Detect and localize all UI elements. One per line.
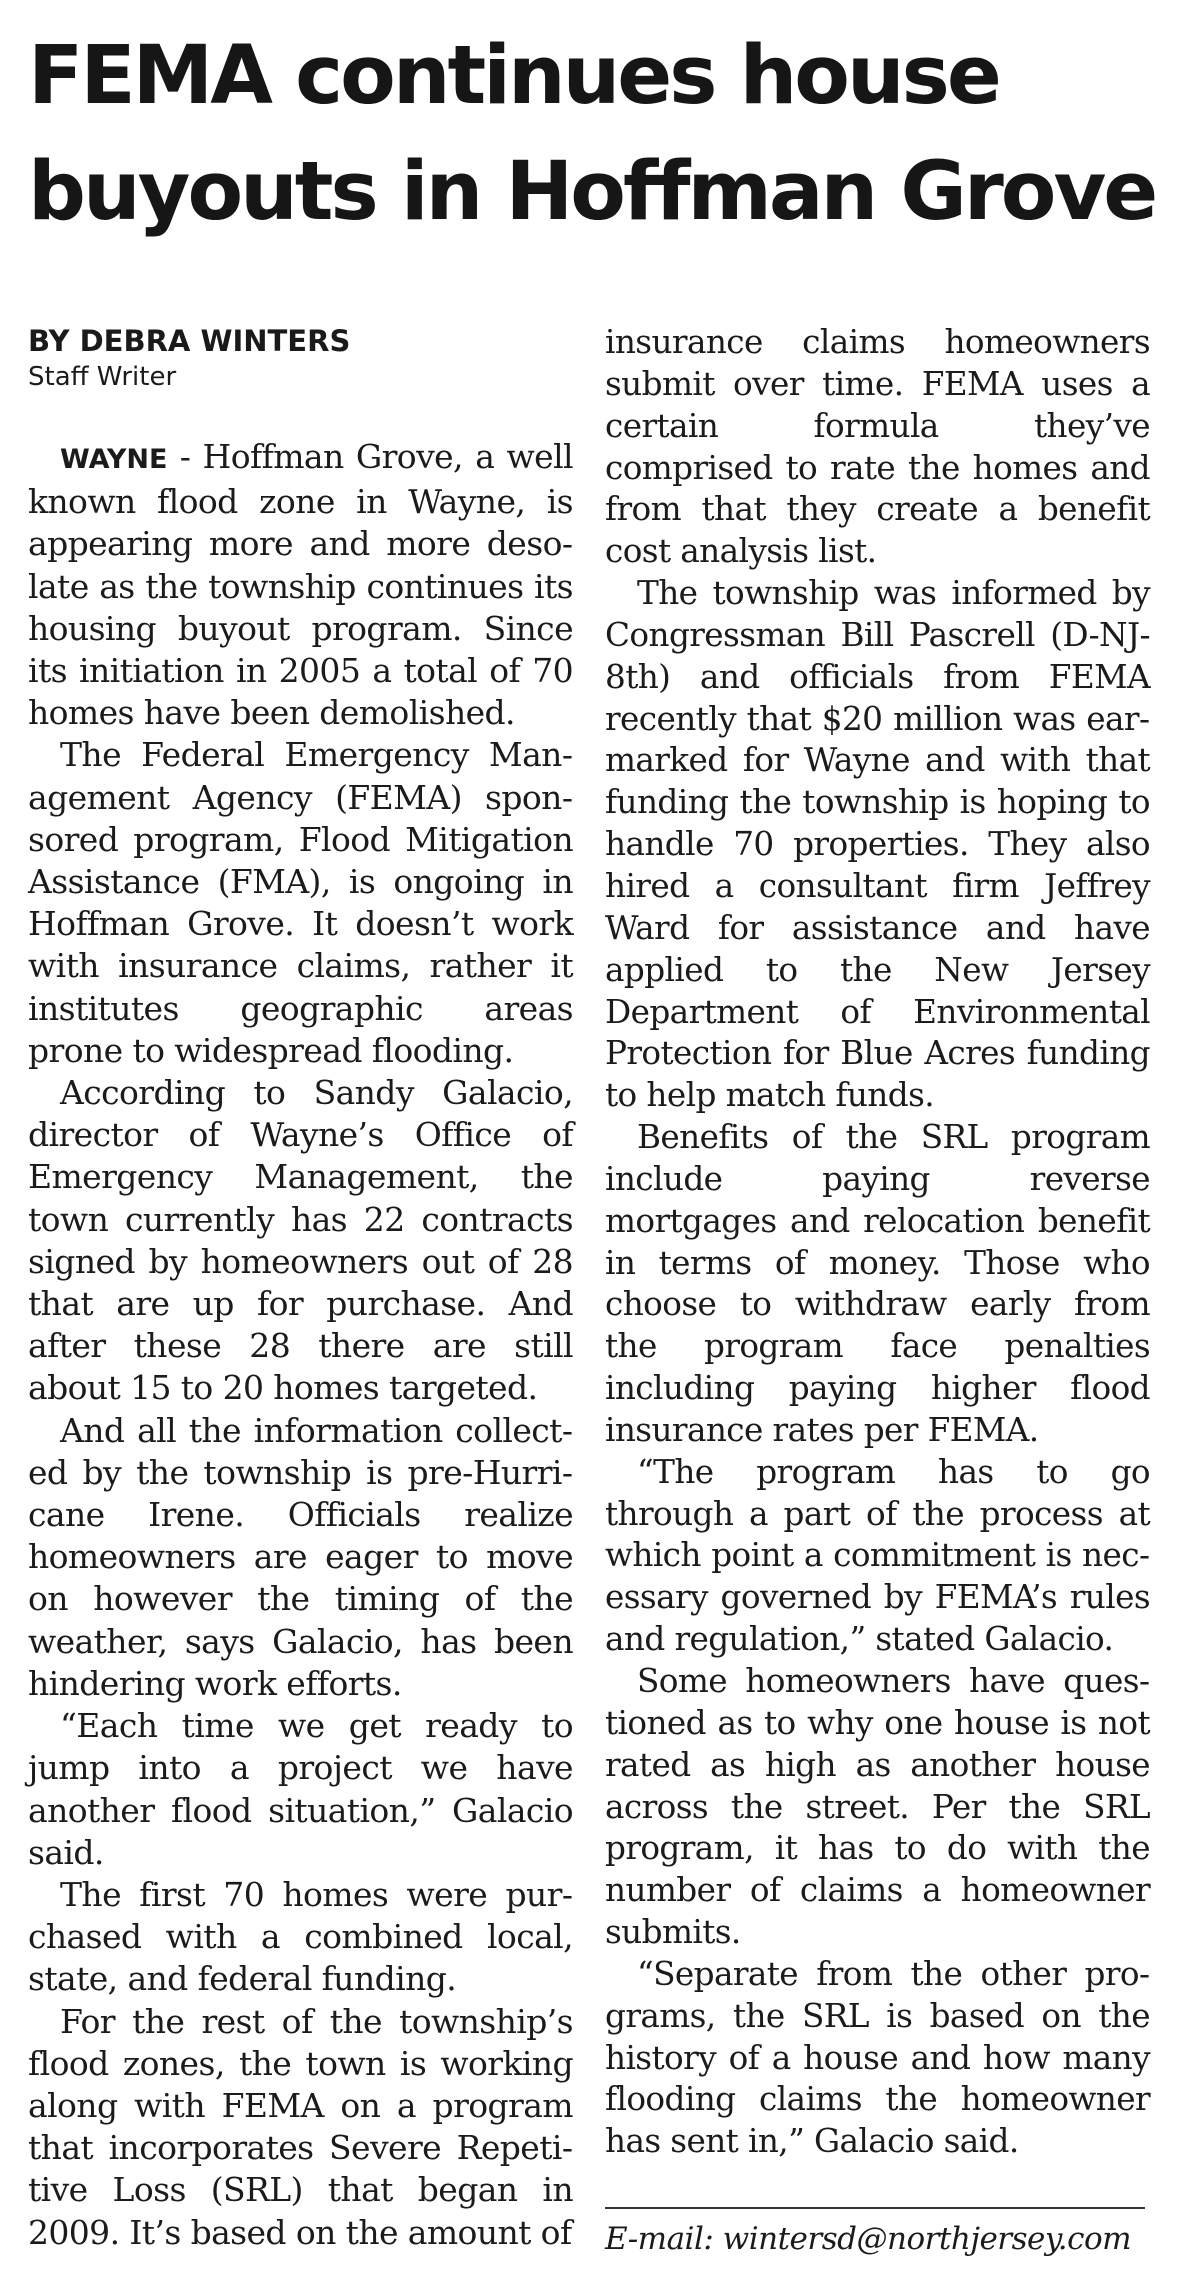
- divider-rule: [605, 2207, 1145, 2209]
- headline-line-1: FEMA continues house: [28, 29, 999, 123]
- body-paragraph: According to Sandy Galacio, director of Wayne’s Office of Emergency Management, the town currently has 22 contracts signed by homeowners out of 28 that are up for purchase. And after these 28 there are still about 15 to 20 homes targeted.: [28, 1073, 573, 1408]
- lead-paragraph: [28, 436, 573, 734]
- body-paragraph: “Each time we get ready to jump into a project we have another flood situation,” Galacio said.: [28, 1706, 573, 1872]
- headline-line-2: buyouts in Hoffman Grove: [28, 145, 1156, 239]
- body-paragraph: “The program has to go through a part of the process at which point a commitment is necessary governed by FEMA’s rules and regulation,” stated Galacio.: [605, 1452, 1150, 1659]
- article-headline: [28, 18, 1168, 250]
- lead-text: - Hoffman Grove, a well known flood zone in Wayne, is appearing more and more desolate as the township continues its housing buyout program. Since its initiation in 2005 a total of 70 homes have been demolished.: [28, 437, 573, 733]
- left-column: [28, 322, 573, 2254]
- body-paragraph: The first 70 homes were purchased with a combined local, state, and federal funding.: [28, 1874, 573, 1999]
- body-paragraph: For the rest of the township’s flood zones, the town is working along with FEMA on a program that incorporates Severe Repetitive Loss (SRL) that began in 2009. It’s based on the amount of: [28, 2001, 573, 2252]
- author-email: E-mail: wintersd@northjersey.com: [605, 2221, 1132, 2257]
- byline: BY DEBRA WINTERS: [28, 324, 351, 358]
- body-paragraph: Benefits of the SRL program include paying reverse mortgages and relocation benefit in terms of money. Those who choose to withdraw early from the program face penalties including paying higher flood insurance rates per FEMA.: [605, 1118, 1150, 1449]
- body-paragraph: The Federal Emergency Management Agency (FEMA) sponsored program, Flood Mitigation Assistance (FMA), is ongoing in Hoffman Grove. It doesn’t work with insurance claims, rather it institutes geographic areas prone to widespread flooding.: [28, 735, 573, 1070]
- body-paragraph: The township was informed by Congressman Bill Pascrell (D-NJ-8th) and officials from FEMA recently that $20 million was earmarked for Wayne and with that funding the township is hoping to handle 70 properties. They also hired a consultant firm Jeffrey Ward for assistance and have applied to the New Jersey Department of Environmental Protection for Blue Acres funding to help match funds.: [605, 574, 1150, 1115]
- body-paragraph: “Separate from the other programs, the SRL is based on the history of a house and how many flooding claims the homeowner has sent in,” Galacio said.: [605, 1954, 1150, 2161]
- body-paragraph: And all the information collected by the township is pre-Hurricane Irene. Officials realize homeowners are eager to move on however the timing of the weather, says Galacio, has been hindering work efforts.: [28, 1410, 573, 1703]
- continued-paragraph: insurance claims homeowners submit over time. FEMA uses a certain formula they’ve comprised to rate the homes and from that they create a benefit cost analysis list.: [605, 323, 1150, 571]
- byline-role: Staff Writer: [28, 362, 177, 392]
- body-paragraph: Some homeowners have questioned as to why one house is not rated as high as another house across the street. Per the SRL program, it has to do with the number of claims a homeowner submits.: [605, 1662, 1150, 1952]
- right-column: [605, 322, 1150, 2163]
- dateline: WAYNE: [60, 444, 168, 475]
